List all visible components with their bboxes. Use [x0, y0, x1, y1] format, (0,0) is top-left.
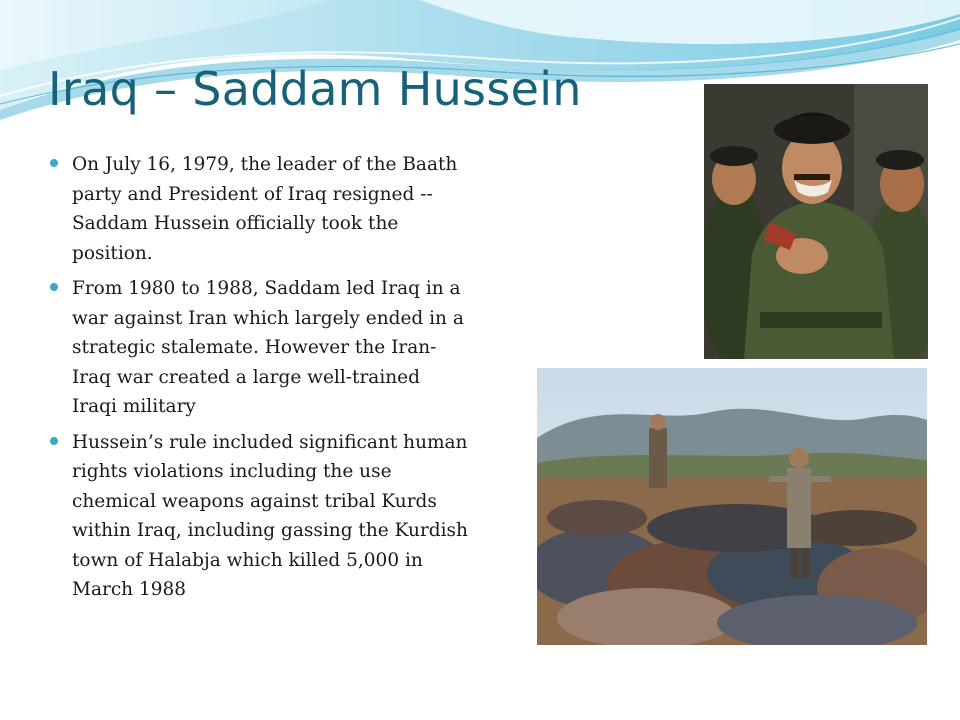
bullet-text: On July 16, 1979, the leader of the Baath party and President of Iraq resigned -- Saddam Hussein officially took the position.: [72, 154, 458, 264]
bullet-text: Hussein’s rule included significant human rights violations including the use chemical weapons against tribal Kurds within Iraq, including gassing the Kurdish town of Halabja which killed 5,000 in March 1988: [72, 431, 468, 600]
bullet-dot-icon: [50, 283, 58, 291]
slide-title: Iraq – Saddam Hussein: [48, 62, 582, 116]
bullet-dot-icon: [50, 437, 58, 445]
bullet-text: From 1980 to 1988, Saddam led Iraq in a war against Iran which largely ended in a strategic stalemate. However the Iran-Iraq war created a large well-trained Iraqi military: [72, 278, 464, 417]
bullet-list: [48, 150, 468, 611]
bullet-item: [48, 150, 468, 268]
bullet-item: [48, 428, 468, 605]
portrait-photo: [704, 84, 928, 359]
bullet-item: [48, 274, 468, 422]
bullet-dot-icon: [50, 159, 58, 167]
halabja-photo: [537, 368, 927, 645]
